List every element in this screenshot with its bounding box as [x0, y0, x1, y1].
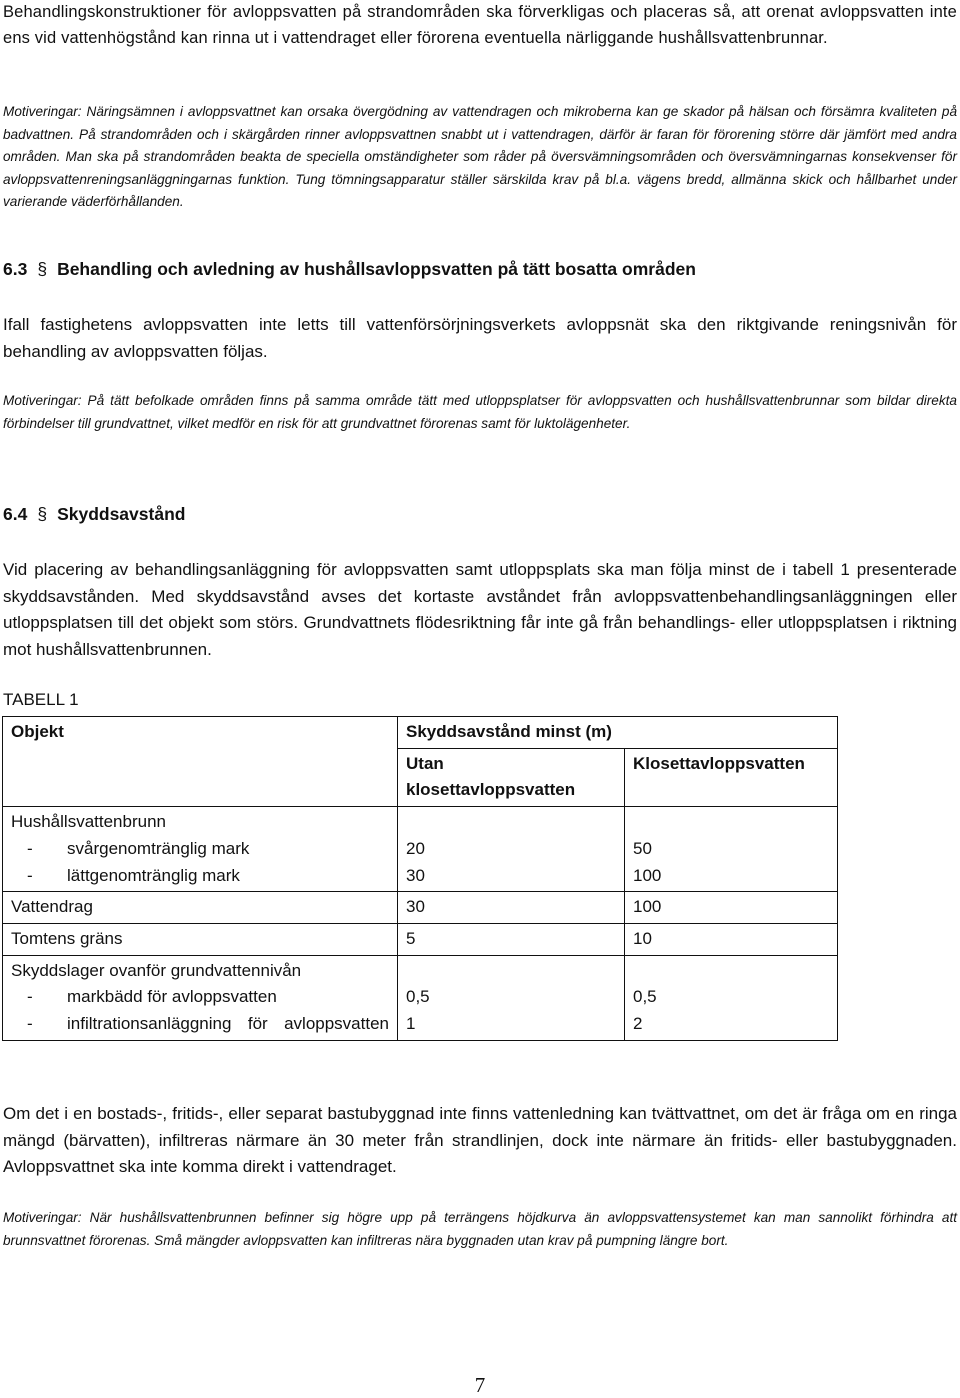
table-row [3, 807, 838, 892]
section-title: Skyddsavstånd [57, 504, 186, 524]
table-caption: TABELL 1 [3, 690, 79, 709]
value: 2 [633, 1014, 643, 1034]
value: 0,5 [633, 987, 657, 1007]
row-label: Hushållsvattenbrunn [11, 812, 166, 832]
value: 1 [406, 1014, 416, 1034]
cell-with: 100 [625, 892, 838, 924]
paragraph-symbol: § [37, 259, 48, 279]
cell-object [3, 955, 398, 1040]
page-number: 7 [474, 1373, 486, 1397]
value: 0,5 [406, 987, 430, 1007]
dash: - [27, 987, 33, 1007]
cell-with [625, 807, 838, 892]
header-with-toilet: Klosettavloppsvatten [625, 748, 838, 806]
motivation-paragraph-dense-areas: Motiveringar: På tätt befolkade områden finns på samma område tätt med utloppsplatser för avloppsvatten och hushållsvattenbrunnar som bildar direkta förbindelser till grundvattnet, vilket medför en risk för att grundvattnet förorenas samt för luktolägenheter. [3, 393, 957, 431]
row-label: Skyddslager ovanför grundvattennivån [11, 960, 302, 980]
body-paragraph-6-3: Ifall fastighetens avloppsvatten inte letts till vattenförsörjningsverkets avloppsnät ska den riktgivande reningsnivån för behandling av avloppsvatten följas. [3, 315, 957, 361]
intro-paragraph: Behandlingskonstruktioner för avloppsvatten på strandområden ska förverkligas och placeras så, att orenat avloppsvatten inte ens vid vattenhögstånd kan rinna ut i vattendraget eller förorena eventuella närliggande hushållsvattenbrunnar. [3, 3, 957, 47]
cell-with [625, 955, 838, 1040]
value: 100 [633, 865, 662, 885]
sub-item-label: lättgenomtränglig mark [67, 865, 240, 885]
cell-with: 10 [625, 923, 838, 955]
table-row [3, 892, 838, 924]
sub-item-label: infiltrationsanläggning för avloppsvatten [67, 1014, 389, 1034]
section-title: Behandling och avledning av hushållsavloppsvatten på tätt bosatta områden [57, 259, 696, 279]
paragraph-symbol: § [37, 504, 48, 524]
sub-item [11, 984, 389, 1011]
dash: - [27, 838, 33, 858]
dash: - [27, 865, 33, 885]
body-paragraph-6-4: Vid placering av behandlingsanläggning för avloppsvatten samt utloppsplats ska man följa minst de i tabell 1 presenterade skyddsavstånden. Med skyddsavstånd avses det kortaste avståndet från avloppsvattenbehandlingsanläggningen eller utloppsplatsen till det objekt som störs. Grundvattnets flödesriktning får inte gå från behandlings- eller utloppsplatsen i riktning mot hushållsvattenbrunnen. [3, 560, 957, 659]
cell-without: 5 [398, 923, 625, 955]
table-row [3, 923, 838, 955]
sub-item [11, 1011, 389, 1038]
value: 50 [633, 838, 652, 858]
cell-without [398, 807, 625, 892]
sub-item [11, 863, 389, 890]
cell-object [3, 807, 398, 892]
cell-without: 30 [398, 892, 625, 924]
table-header-row [3, 717, 838, 749]
section-number: 6.4 [3, 504, 28, 524]
header-without-toilet: Utan klosettavloppsvatten [398, 748, 625, 806]
value: 20 [406, 838, 425, 858]
section-heading-6-4 [3, 504, 185, 525]
section-number: 6.3 [3, 259, 28, 279]
cell-object: Vattendrag [3, 892, 398, 924]
header-object: Objekt [3, 717, 398, 807]
motivation-paragraph-strand: Motiveringar: Näringsämnen i avloppsvattnet kan orsaka övergödning av vattendragen och mikroberna kan ge skador på hälsan och försämra kvaliteten på badvattnen. På strandområden och i skärgården rinner avloppsvattnen snabbt ut i vattendragen, därför är faran för förorening större där jämfört med andra områden. Man ska på strandområden beakta de speciella omständigheter som råder på översvämningsområden och översvämningarnas konsekvenser för avloppsvattenreningsanläggningarnas funktion. Tung tömningsapparatur ställer särskilda krav på bl.a. vägens bredd, allmänna skick och hållbarhet under varierande väderförhållanden. [3, 104, 957, 209]
dash: - [27, 1014, 33, 1034]
sub-item [11, 836, 389, 863]
table-row [3, 955, 838, 1040]
protective-distance-table [2, 716, 838, 1041]
sub-item-label: markbädd för avloppsvatten [67, 987, 277, 1007]
header-distance: Skyddsavstånd minst (m) [398, 717, 838, 749]
cell-without [398, 955, 625, 1040]
cell-object: Tomtens gräns [3, 923, 398, 955]
sub-item-label: svårgenomtränglig mark [67, 838, 250, 858]
body-paragraph-washwater: Om det i en bostads-, fritids-, eller separat bastubyggnad inte finns vattenledning kan tvättvattnet, om det är fråga om en ringa mängd (bärvatten), infiltreras närmare än 30 meter från strandlinjen, dock inte närmare än fritids- eller bastubyggnaden. Avloppsvattnet ska inte komma direkt i vattendraget. [3, 1104, 957, 1176]
value: 30 [406, 865, 425, 885]
motivation-paragraph-washwater: Motiveringar: När hushållsvattenbrunnen befinner sig högre upp på terrängens höjdkurva än avloppsvattensystemet kan man sannolikt förhindra att brunnsvattnet förorenas. Små mängder avloppsvatten kan infiltreras nära byggnaden utan krav på pumpning längre bort. [3, 1210, 957, 1248]
section-heading-6-3 [3, 259, 696, 280]
